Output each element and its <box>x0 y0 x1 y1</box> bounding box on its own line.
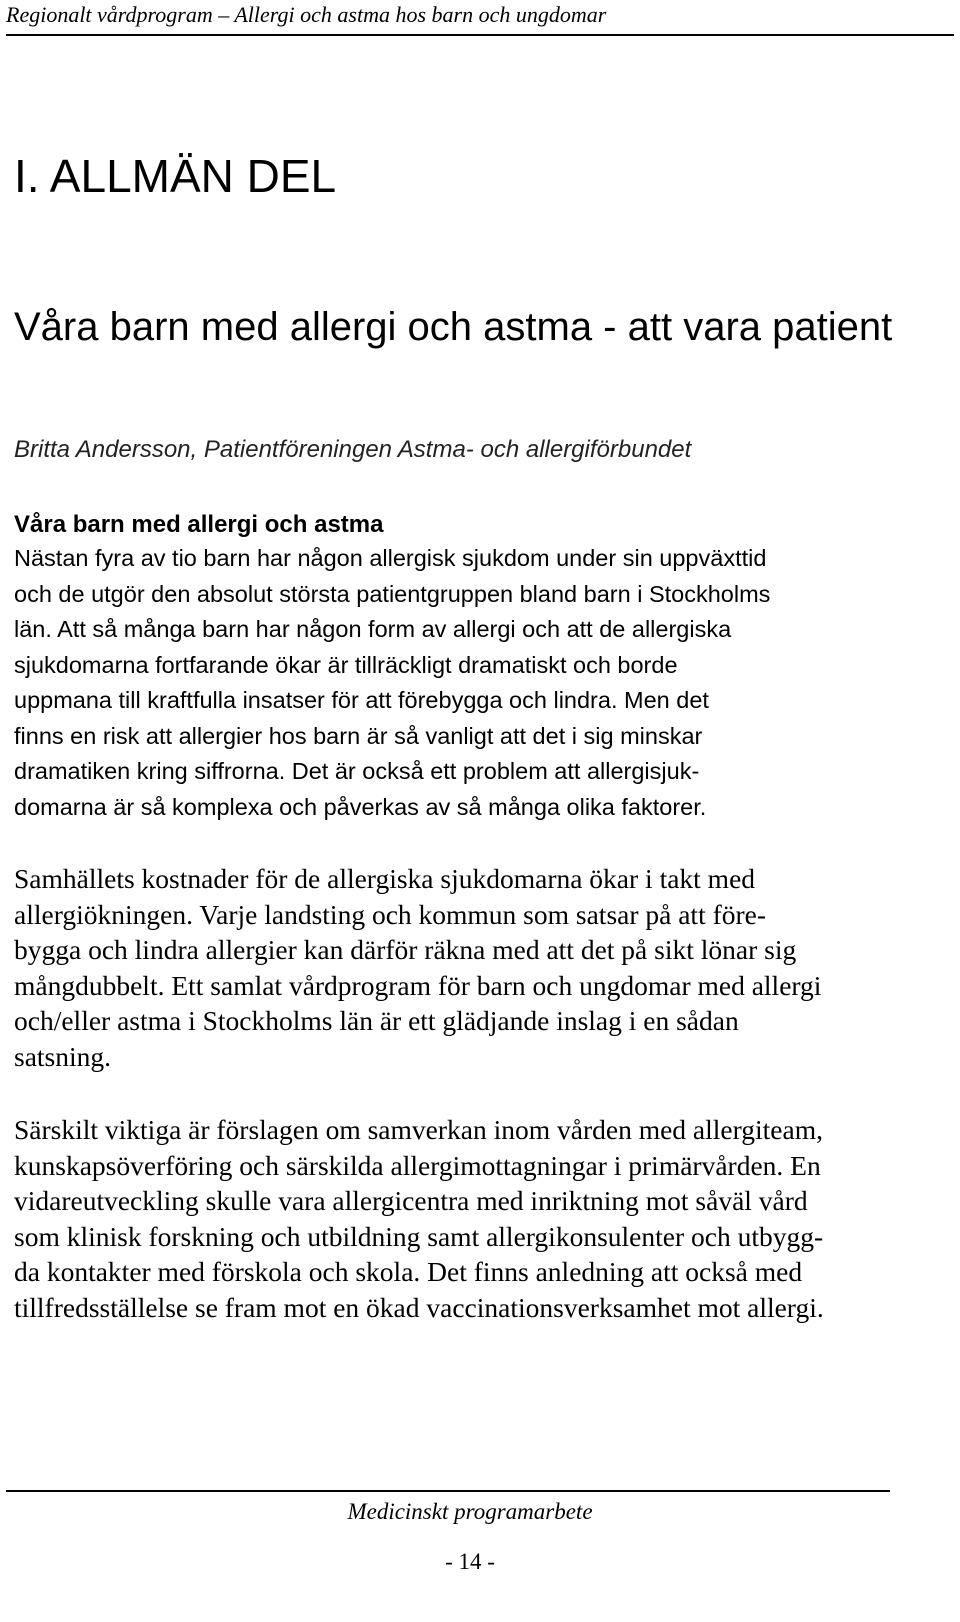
paragraph-line: som klinisk forskning och utbildning samt allergikonsulenter och utbygg- <box>14 1220 824 1252</box>
paragraph-line: län. Att så många barn har någon form av allergi och att de allergiska <box>14 616 732 642</box>
paragraph-3 <box>14 1112 944 1325</box>
paragraph-line: och/eller astma i Stockholms län är ett glädjande inslag i en sådan <box>14 1005 739 1036</box>
article-title: Våra barn med allergi och astma - att vara patient <box>14 305 893 349</box>
paragraph-line: tillfredsställelse se fram mot en ökad vaccinationsverksamhet mot allergi. <box>14 1291 824 1323</box>
paragraph-line: vidareutveckling skulle vara allergicentra med inriktning mot såväl vård <box>14 1185 808 1216</box>
paragraph-2 <box>14 861 944 1074</box>
paragraph-line: Nästan fyra av tio barn har någon allergisk sjukdom under sin uppväxttid <box>14 545 767 571</box>
article-author: Britta Andersson, Patientföreningen Astma- och allergiförbundet <box>14 436 692 463</box>
section-title: I. ALLMÄN DEL <box>14 150 337 202</box>
paragraph-line: bygga och lindra allergier kan därför räkna med att det på sikt lönar sig <box>14 934 797 965</box>
paragraph-line: och de utgör den absolut största patientgruppen bland barn i Stockholms <box>14 580 771 607</box>
header-divider <box>6 34 954 36</box>
paragraph-1 <box>14 541 934 825</box>
paragraph-line: da kontakter med förskola och skola. Det finns anledning att också med <box>14 1256 803 1287</box>
paragraph-line: sjukdomarna fortfarande ökar är tillräckligt dramatiskt och borde <box>14 651 678 678</box>
paragraph-line: allergiökningen. Varje landsting och kommun som satsar på att före- <box>14 898 767 930</box>
footer-divider <box>6 1490 890 1492</box>
paragraph-line: kunskapsöverföring och särskilda allergimottagningar i primärvården. En <box>14 1149 821 1181</box>
paragraph-line: mångdubbelt. Ett samlat vårdprogram för barn och ungdomar med allergi <box>14 969 822 1001</box>
running-header: Regionalt vårdprogram – Allergi och astma hos barn och ungdomar <box>6 2 607 27</box>
paragraph-line: Samhällets kostnader för de allergiska sjukdomarna ökar i takt med <box>14 863 756 894</box>
paragraph-line: finns en risk att allergier hos barn är så vanligt att det i sig minskar <box>14 722 703 749</box>
page-number: - 14 - <box>445 1549 495 1574</box>
paragraph-line: uppmana till kraftfulla insatser för att förebygga och lindra. Men det <box>14 687 709 713</box>
paragraph-line: satsning. <box>14 1040 112 1072</box>
paragraph-line: domarna är så komplexa och påverkas av så många olika faktorer. <box>14 793 707 820</box>
paragraph-line: Särskilt viktiga är förslagen om samverkan inom vården med allergiteam, <box>14 1114 823 1145</box>
footer-title: Medicinskt programarbete <box>347 1499 593 1524</box>
paragraph-line: dramatiken kring siffrorna. Det är också ett problem att allergisjuk- <box>14 758 700 784</box>
article-subheading: Våra barn med allergi och astma <box>14 511 384 538</box>
